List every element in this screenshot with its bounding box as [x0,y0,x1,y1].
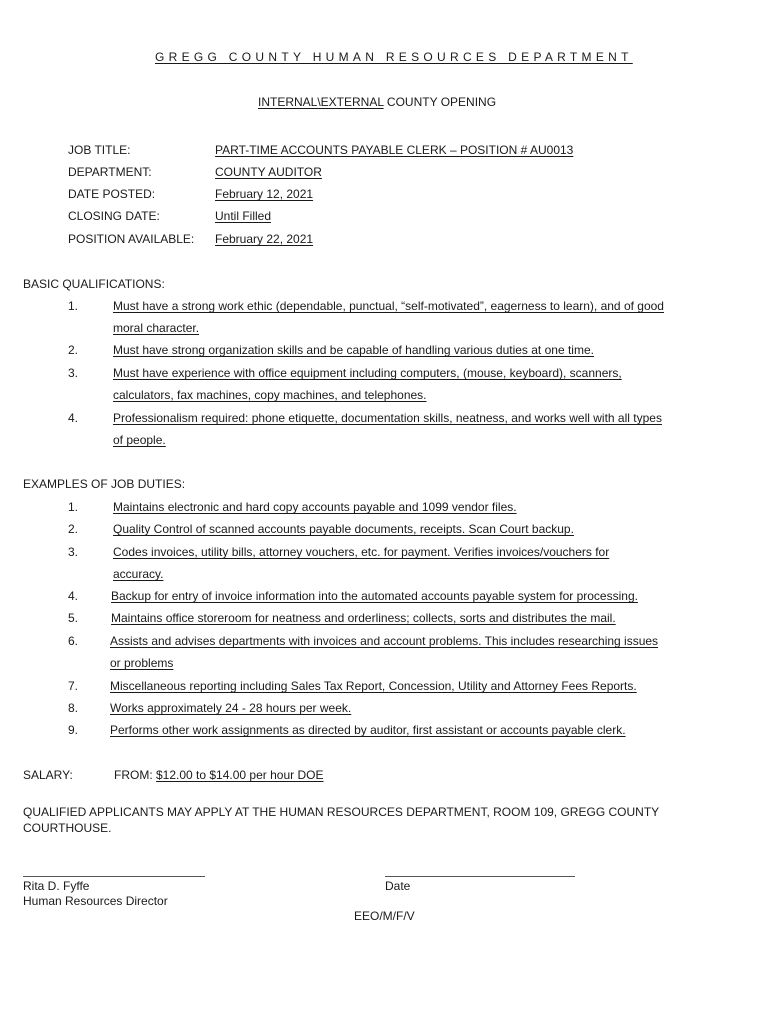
item-text: Assists and advises departments with invoices and account problems. This includes researching issues [110,634,659,648]
position-available-value: February 22, 2021 [215,232,314,246]
item-number: 9. [68,723,79,737]
item-number: 3. [68,366,79,380]
item-text: Professionalism required: phone etiquette, documentation skills, neatness, and works well with all types [113,411,662,425]
salary-range: $12.00 to $14.00 per hour DOE [156,768,324,782]
item-text-continued: of people. [113,433,166,447]
eeo-statement: EEO/M/F/V [354,909,415,923]
item-number: 2. [68,343,79,357]
department-label: DEPARTMENT: [68,165,152,179]
duties-title: EXAMPLES OF JOB DUTIES: [23,477,186,491]
job-title-value: PART-TIME ACCOUNTS PAYABLE CLERK – POSITION # AU0013 [215,143,574,157]
salary-line [114,768,323,782]
department-value: COUNTY AUDITOR [215,165,322,179]
item-text: Must have strong organization skills and be capable of handling various duties at one time. [113,343,594,357]
salary-from: FROM: [114,768,156,782]
item-number: 1. [68,500,79,514]
signature-line [23,876,205,877]
item-text-continued: calculators, fax machines, copy machines, and telephones. [113,388,427,402]
date-posted-label: DATE POSTED: [68,187,156,201]
item-number: 4. [68,589,79,603]
item-number: 4. [68,411,79,425]
department-heading: GREGG COUNTY HUMAN RESOURCES DEPARTMENT [155,50,633,64]
item-text: Performs other work assignments as directed by auditor, first assistant or accounts payable clerk. [110,723,626,737]
closing-date-label: CLOSING DATE: [68,209,160,223]
qualifications-title: BASIC QUALIFICATIONS: [23,277,165,291]
date-posted-value: February 12, 2021 [215,187,314,201]
item-number: 8. [68,701,79,715]
item-text: Backup for entry of invoice information into the automated accounts payable system for processing. [111,589,638,603]
item-text: Works approximately 24 - 28 hours per week. [110,701,352,715]
item-text: Maintains electronic and hard copy accounts payable and 1099 vendor files. [113,500,517,514]
item-text-continued: moral character. [113,321,200,335]
item-number: 3. [68,545,79,559]
opening-type-line [258,95,496,109]
item-text-continued: or problems [110,656,174,670]
apply-notice-line-continued: COURTHOUSE. [23,821,112,835]
item-text: Maintains office storeroom for neatness and orderliness; collects, sorts and distributes the mail. [111,611,616,625]
closing-date-value: Until Filled [215,209,272,223]
date-label: Date [385,879,411,893]
apply-notice-line: QUALIFIED APPLICANTS MAY APPLY AT THE HUMAN RESOURCES DEPARTMENT, ROOM 109, GREGG COUNTY [23,805,660,819]
item-text: Miscellaneous reporting including Sales Tax Report, Concession, Utility and Attorney Fees Reports. [110,679,637,693]
opening-label: COUNTY OPENING [383,95,497,109]
item-number: 1. [68,299,79,313]
opening-type: INTERNAL\EXTERNAL [258,95,384,109]
item-text: Must have experience with office equipment including computers, (mouse, keyboard), scanners, [113,366,622,380]
item-text: Must have a strong work ethic (dependable, punctual, “self-motivated”, eagerness to learn), and of good [113,299,664,313]
item-number: 5. [68,611,79,625]
signer-title: Human Resources Director [23,894,168,908]
item-text: Quality Control of scanned accounts payable documents, receipts. Scan Court backup. [113,522,574,536]
position-available-label: POSITION AVAILABLE: [68,232,195,246]
item-number: 6. [68,634,79,648]
item-text: Codes invoices, utility bills, attorney vouchers, etc. for payment. Verifies invoices/vouchers for [113,545,610,559]
item-text-continued: accuracy. [113,567,164,581]
salary-label: SALARY: [23,768,73,782]
item-number: 2. [68,522,79,536]
signer-name: Rita D. Fyffe [23,879,90,893]
job-title-label: JOB TITLE: [68,143,131,157]
item-number: 7. [68,679,79,693]
date-line [385,876,575,877]
